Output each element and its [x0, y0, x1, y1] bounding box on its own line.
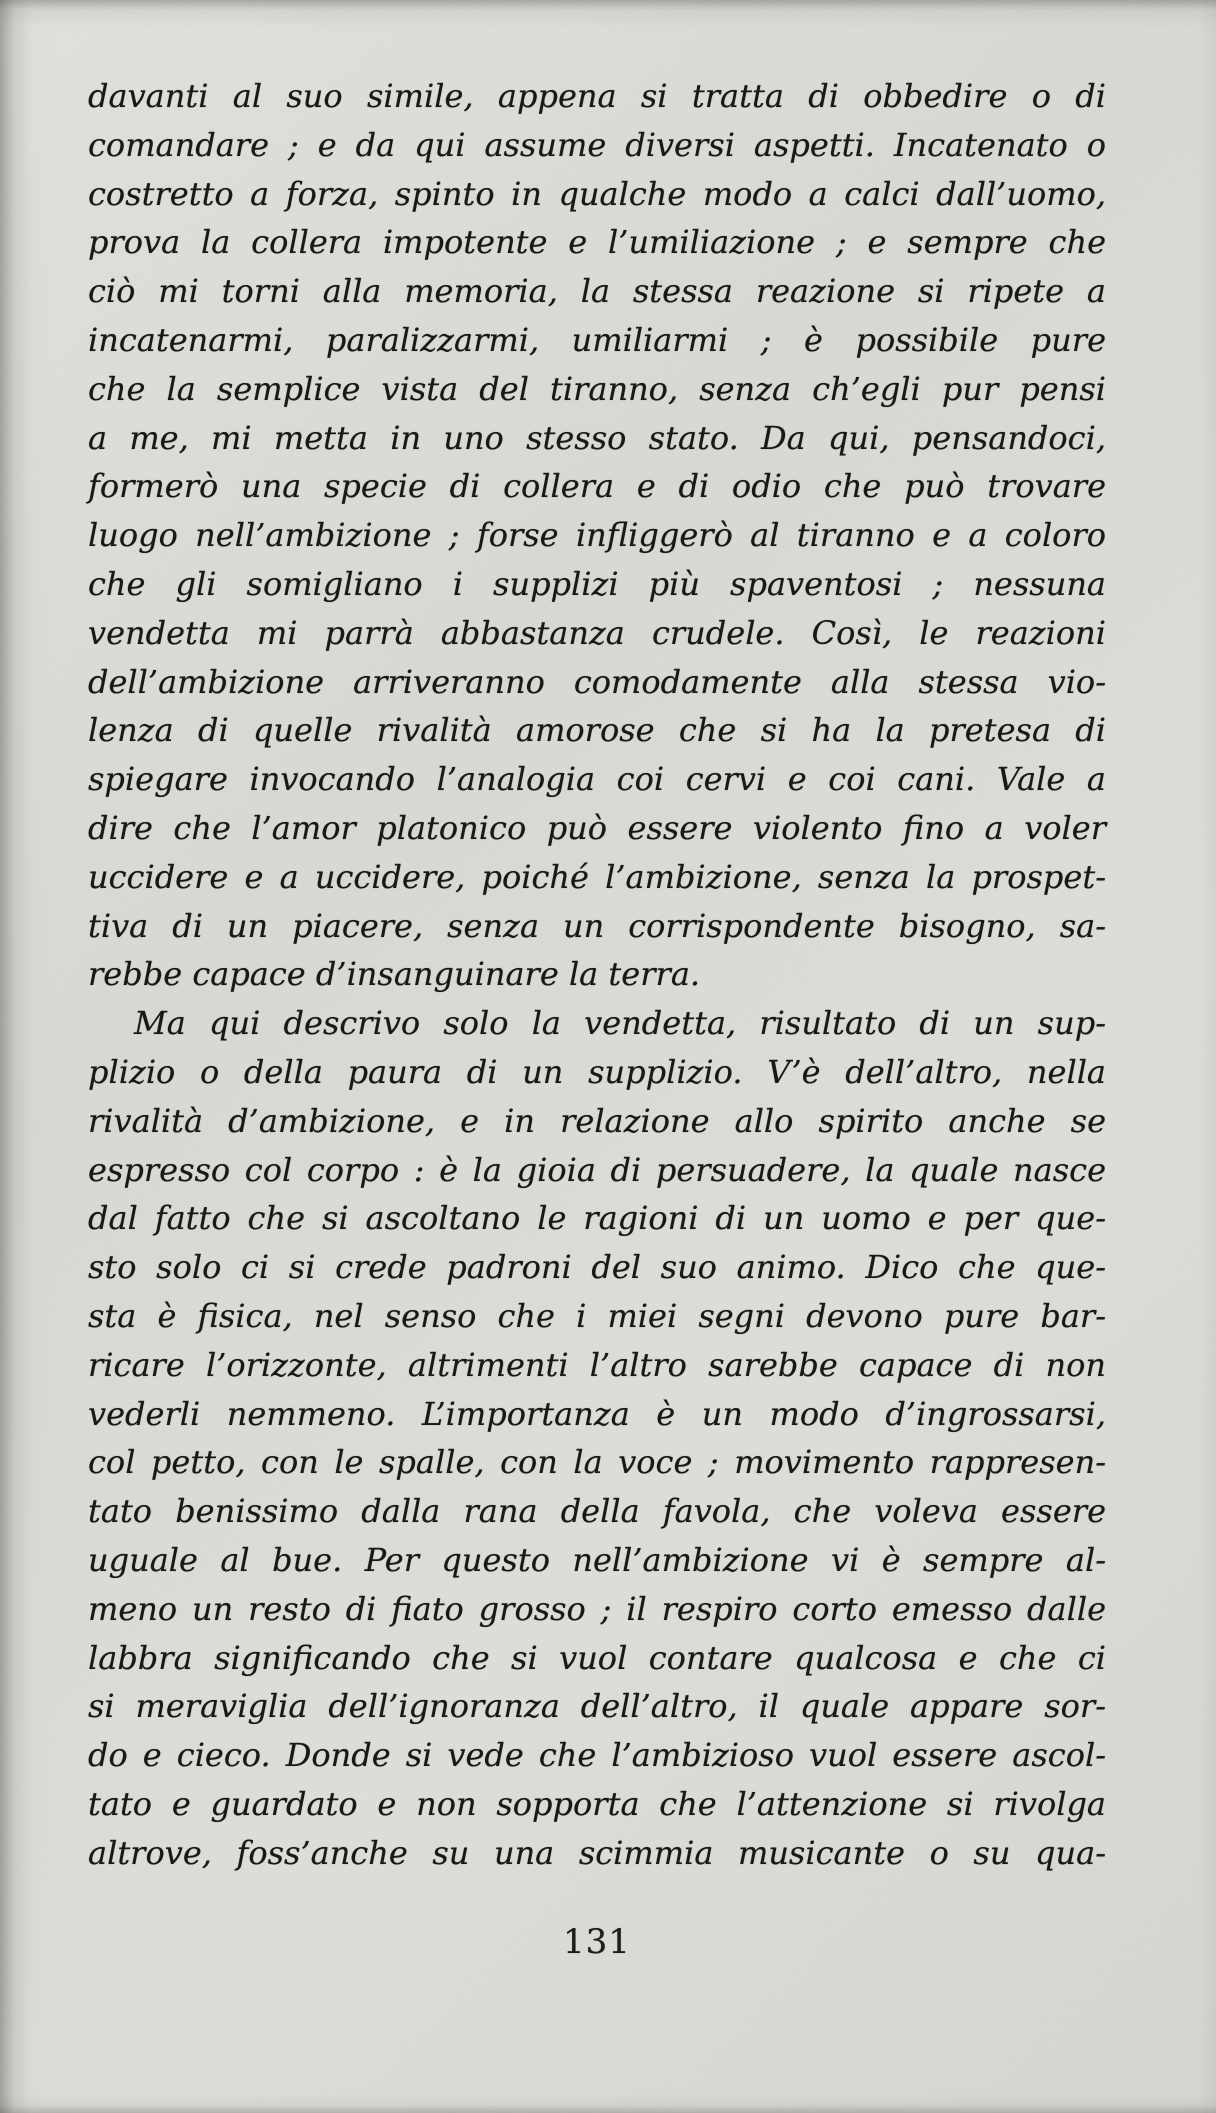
text-line: do e cieco. Donde si vede che l’ambizioso vuol essere ascol- [88, 1736, 1106, 1775]
text-line: che gli somigliano i supplizi più spaventosi ; nessuna [88, 564, 1106, 603]
text-line: si meraviglia dell’ignoranza dell’altro, il quale appare sor- [88, 1687, 1106, 1726]
text-line: comandare ; e da qui assume diversi aspetti. Incatenato o [88, 125, 1106, 164]
text-line: vederli nemmeno. L’importanza è un modo d’ingrossarsi, [88, 1394, 1106, 1433]
text-line: tiva di un piacere, senza un corrispondente bisogno, sa- [88, 906, 1106, 945]
text-line: ciò mi torni alla memoria, la stessa reazione si ripete a [88, 272, 1106, 311]
text-line: ricare l’orizzonte, altrimenti l’altro sarebbe capace di non [88, 1345, 1106, 1384]
text-line: sto solo ci si crede padroni del suo animo. Dico che que- [88, 1248, 1106, 1287]
text-line: dell’ambizione arriveranno comodamente alla stessa vio- [88, 662, 1106, 701]
text-line: uguale al bue. Per questo nell’ambizione vi è sempre al- [88, 1540, 1106, 1579]
text-line: uccidere e a uccidere, poiché l’ambizione, senza la prospet- [88, 857, 1106, 896]
text-line: altrove, foss’anche su una scimmia musicante o su qua- [88, 1833, 1106, 1872]
text-line: espresso col corpo : è la gioia di persuadere, la quale nasce [88, 1150, 1106, 1189]
text-line: meno un resto di fiato grosso ; il respiro corto emesso dalle [88, 1589, 1106, 1628]
page-number: 131 [563, 1922, 631, 1962]
body-text [88, 72, 1106, 1877]
text-line: sta è fisica, nel senso che i miei segni devono pure bar- [88, 1296, 1106, 1335]
text-line: a me, mi metta in uno stesso stato. Da qui, pensandoci, [88, 418, 1106, 457]
text-line: costretto a forza, spinto in qualche modo a calci dall’uomo, [88, 174, 1106, 213]
text-line: rebbe capace d’insanguinare la terra. [88, 955, 701, 994]
text-line: labbra significando che si vuol contare qualcosa e che ci [88, 1638, 1106, 1677]
text-line: incatenarmi, paralizzarmi, umiliarmi ; è possibile pure [88, 320, 1106, 359]
text-line: Ma qui descrivo solo la vendetta, risultato di un sup- [134, 1004, 1106, 1043]
text-line: davanti al suo simile, appena si tratta di obbedire o di [88, 77, 1106, 115]
text-line: dal fatto che si ascoltano le ragioni di un uomo e per que- [88, 1199, 1106, 1238]
text-line: formerò una specie di collera e di odio che può trovare [88, 467, 1106, 506]
text-line: plizio o della paura di un supplizio. V’è dell’altro, nella [88, 1052, 1106, 1091]
text-line: vendetta mi parrà abbastanza crudele. Così, le reazioni [88, 613, 1106, 652]
text-line: spiegare invocando l’analogia coi cervi e coi cani. Vale a [88, 760, 1106, 799]
text-line: luogo nell’ambizione ; forse infliggerò al tiranno e a coloro [88, 516, 1106, 555]
text-line: che la semplice vista del tiranno, senza ch’egli pur pensi [88, 369, 1106, 408]
text-line: prova la collera impotente e l’umiliazione ; e sempre che [88, 223, 1106, 262]
text-line: col petto, con le spalle, con la voce ; movimento rappresen- [88, 1443, 1106, 1482]
text-line: tato e guardato e non sopporta che l’attenzione si rivolga [88, 1784, 1106, 1823]
text-line: rivalità d’ambizione, e in relazione allo spirito anche se [88, 1101, 1106, 1140]
text-line: tato benissimo dalla rana della favola, che voleva essere [88, 1492, 1106, 1531]
text-line: dire che l’amor platonico può essere violento fino a voler [88, 808, 1106, 847]
text-line: lenza di quelle rivalità amorose che si ha la pretesa di [88, 711, 1106, 750]
